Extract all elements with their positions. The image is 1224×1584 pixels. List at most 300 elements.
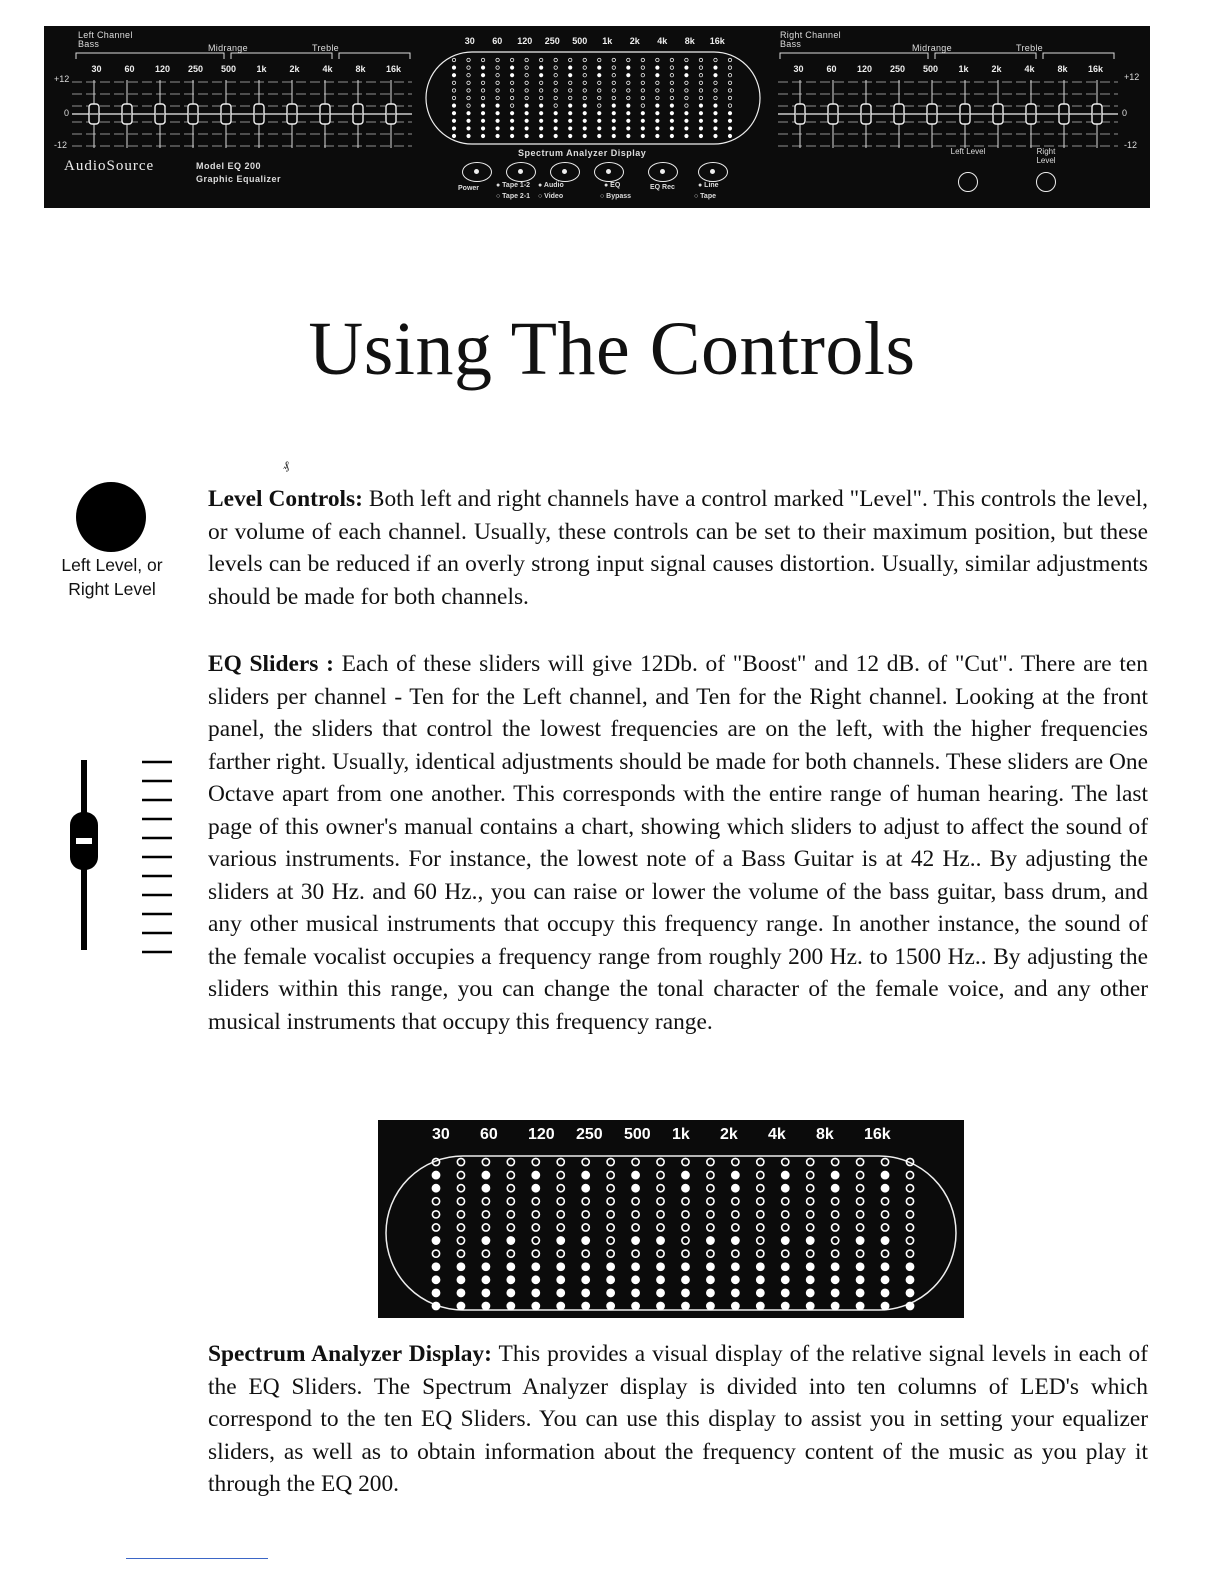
figure-led [757,1224,764,1231]
figure-led [807,1211,814,1218]
figure-led [832,1185,839,1192]
panel-led [569,58,572,61]
figure-led [557,1302,564,1309]
panel-led [510,96,513,99]
panel-led [656,112,659,115]
right-freq-1k: 1k [958,64,969,74]
panel-led [554,74,557,77]
panel-led [656,66,659,69]
panel-led [496,127,499,130]
left-freq-16k: 16k [385,64,402,74]
figure-led [782,1185,789,1192]
figure-led [857,1185,864,1192]
figure-led [832,1211,839,1218]
panel-led [467,66,470,69]
figure-led [657,1276,664,1283]
tape-monitor-button[interactable] [506,162,536,182]
left-channel-title: Left Channel [78,30,133,40]
panel-led [554,119,557,122]
level-controls-heading: Level Controls: [208,486,363,512]
center-freq-1k: 1k [602,36,613,46]
panel-led [467,96,470,99]
figure-led [757,1302,764,1309]
figure-led [881,1224,888,1231]
figure-led [906,1263,913,1270]
panel-led [670,112,673,115]
panel-led [496,81,499,84]
figure-led [532,1263,539,1270]
panel-led [612,96,615,99]
panel-led [641,134,644,137]
figure-led [582,1198,589,1205]
figure-led [782,1302,789,1309]
figure-led [707,1237,714,1244]
figure-led [906,1171,913,1178]
center-freq-250: 250 [544,36,560,46]
panel-led [481,81,484,84]
figure-led [757,1158,764,1165]
figure-led [657,1224,664,1231]
figure-led [782,1158,789,1165]
panel-led [641,119,644,122]
panel-led [699,96,702,99]
figure-led [732,1237,739,1244]
panel-led [670,58,673,61]
panel-led [714,66,717,69]
power-button[interactable] [462,162,492,182]
panel-led [569,119,572,122]
figure-led [807,1185,814,1192]
panel-led [627,58,630,61]
figure-led [582,1171,589,1178]
panel-led [670,96,673,99]
figure-led [881,1263,888,1270]
figure-led [782,1211,789,1218]
figure-led [557,1237,564,1244]
right-db-zero: 0 [1122,108,1128,118]
figure-led [757,1185,764,1192]
panel-led [481,112,484,115]
figure-led [857,1263,864,1270]
right-freq-2k: 2k [991,64,1002,74]
figure-led [432,1211,439,1218]
figure-led [432,1250,439,1257]
panel-led [685,127,688,130]
figure-led [482,1276,489,1283]
figure-led [682,1289,689,1296]
right-db-minus: -12 [1124,140,1138,150]
left-bass-label: Bass [78,39,100,49]
figure-led [482,1237,489,1244]
panel-led [539,134,542,137]
panel-led [569,112,572,115]
figure-led [557,1276,564,1283]
panel-led [598,89,601,92]
knob-caption-line-2: Right Level [68,579,156,599]
figure-led [657,1211,664,1218]
panel-led [612,104,615,107]
figure-led [881,1185,888,1192]
panel-led [539,58,542,61]
panel-led [583,58,586,61]
figure-led [906,1211,913,1218]
panel-led [641,89,644,92]
figure-led [707,1158,714,1165]
panel-led [728,134,731,137]
panel-led [670,81,673,84]
panel-led [612,81,615,84]
panel-led [714,112,717,115]
model-line-2: Graphic Equalizer [196,174,282,184]
panel-led [699,66,702,69]
panel-led [525,127,528,130]
panel-display-outline [426,52,760,144]
figure-led [482,1263,489,1270]
figure-led [857,1158,864,1165]
figure-led [682,1198,689,1205]
figure-led [707,1198,714,1205]
panel-led [627,112,630,115]
power-label: Power [458,185,480,192]
left-midrange-label: Midrange [208,43,248,53]
panel-led [569,127,572,130]
panel-led [554,58,557,61]
figure-led [832,1171,839,1178]
eq-bypass-button[interactable] [594,162,624,182]
figure-led [832,1263,839,1270]
panel-led [656,74,659,77]
right-level-knob[interactable] [1036,172,1056,192]
panel-led [496,58,499,61]
left-freq-30: 30 [91,64,102,74]
figure-led [707,1185,714,1192]
figure-led [582,1263,589,1270]
panel-led [583,134,586,137]
figure-led [782,1250,789,1257]
left-freq-120: 120 [154,64,171,74]
figure-led [507,1198,514,1205]
panel-led [539,119,542,122]
panel-led [525,96,528,99]
left-level-label: Left Level [950,147,986,156]
slider-cap-mark [76,838,92,844]
figure-led [732,1171,739,1178]
panel-led [656,119,659,122]
figure-led [507,1224,514,1231]
panel-led [481,104,484,107]
brand-logo: AudioSource [64,158,155,174]
panel-led [728,66,731,69]
figure-led [682,1302,689,1309]
figure-led [906,1198,913,1205]
figure-led [532,1302,539,1309]
panel-led [612,74,615,77]
figure-led [632,1302,639,1309]
panel-led [452,58,455,61]
figure-led [607,1211,614,1218]
figure-led [457,1276,464,1283]
panel-led [670,74,673,77]
panel-led [612,89,615,92]
figure-led [857,1289,864,1296]
left-freq-250: 250 [187,64,204,74]
figure-led [906,1250,913,1257]
bypass-label: ○ Bypass [600,193,632,200]
panel-led [525,89,528,92]
panel-spectrum-analyzer [424,50,762,146]
figure-led [906,1185,913,1192]
panel-led [452,74,455,77]
figure-led [457,1302,464,1309]
figure-led [906,1224,913,1231]
panel-led [598,134,601,137]
sa-freq-2k: 2k [720,1126,738,1143]
figure-led [632,1289,639,1296]
figure-led [532,1158,539,1165]
figure-led [682,1263,689,1270]
figure-led [532,1289,539,1296]
figure-led [707,1224,714,1231]
figure-led [707,1211,714,1218]
figure-led [457,1263,464,1270]
panel-led [685,89,688,92]
panel-led [598,66,601,69]
panel-led [554,134,557,137]
figure-led [457,1158,464,1165]
panel-led [728,119,731,122]
panel-led [569,74,572,77]
panel-led [598,112,601,115]
right-freq-30: 30 [793,64,804,74]
figure-led [457,1250,464,1257]
panel-led [452,96,455,99]
figure-led [582,1185,589,1192]
figure-led [807,1302,814,1309]
panel-led [641,81,644,84]
panel-led [598,58,601,61]
figure-led [732,1263,739,1270]
center-frequency-labels [456,36,731,46]
panel-led [452,66,455,69]
figure-led [857,1224,864,1231]
figure-led [857,1237,864,1244]
figure-led [832,1198,839,1205]
figure-led [881,1198,888,1205]
figure-led [732,1250,739,1257]
figure-led [782,1198,789,1205]
left-freq-500: 500 [220,64,237,74]
figure-display-outline [386,1156,956,1310]
panel-led [627,127,630,130]
figure-led [682,1237,689,1244]
panel-led [554,81,557,84]
panel-led [510,112,513,115]
figure-led [807,1158,814,1165]
figure-led [532,1224,539,1231]
panel-led [699,104,702,107]
left-freq-4k: 4k [322,64,333,74]
page-title: Using The Controls [308,307,916,391]
figure-led [757,1263,764,1270]
panel-led [583,96,586,99]
figure-led [582,1289,589,1296]
panel-led [699,127,702,130]
line-tape-button[interactable] [698,162,728,182]
figure-led [532,1171,539,1178]
figure-led [582,1250,589,1257]
panel-led [598,81,601,84]
figure-led [807,1263,814,1270]
eq-rec-button[interactable] [648,162,678,182]
panel-led [728,96,731,99]
figure-led [532,1250,539,1257]
panel-led [670,127,673,130]
eq-label: ● EQ [604,182,621,189]
figure-led [832,1224,839,1231]
panel-led [467,58,470,61]
sa-freq-250: 250 [576,1126,603,1143]
panel-led [510,74,513,77]
panel-led [641,112,644,115]
level-knob-icon [76,482,146,552]
figure-led [557,1250,564,1257]
level-controls-paragraph [208,483,1148,613]
figure-led [457,1211,464,1218]
figure-led [557,1171,564,1178]
left-db-plus: +12 [54,74,70,84]
center-freq-60: 60 [492,36,503,46]
figure-led [607,1302,614,1309]
source-button[interactable] [550,162,580,182]
figure-led [657,1158,664,1165]
figure-led [757,1198,764,1205]
panel-led [525,58,528,61]
right-freq-8k: 8k [1057,64,1068,74]
panel-led [699,89,702,92]
figure-led [607,1289,614,1296]
figure-led [507,1289,514,1296]
figure-led [732,1185,739,1192]
figure-led [482,1250,489,1257]
center-freq-30: 30 [464,36,475,46]
figure-led [607,1237,614,1244]
panel-led [496,96,499,99]
figure-led [457,1224,464,1231]
figure-led [757,1276,764,1283]
figure-led [582,1211,589,1218]
figure-led [832,1302,839,1309]
right-level-label: Right Level [1036,147,1056,165]
panel-led [481,58,484,61]
panel-led [627,134,630,137]
figure-led [807,1250,814,1257]
figure-led [432,1185,439,1192]
figure-led [607,1276,614,1283]
center-freq-8k: 8k [684,36,695,46]
panel-led [539,127,542,130]
eq-sliders-paragraph [208,648,1148,1038]
panel-led [699,119,702,122]
panel-led [569,96,572,99]
panel-led [656,58,659,61]
panel-led [685,74,688,77]
figure-led [832,1276,839,1283]
figure-led [857,1250,864,1257]
video-label: ○ Video [538,193,564,200]
right-slider-bank[interactable] [778,78,1118,150]
level-knob-caption [44,553,180,601]
figure-led [807,1276,814,1283]
figure-led [607,1198,614,1205]
figure-led [782,1263,789,1270]
eq-sliders-heading: EQ Sliders : [208,651,334,677]
panel-led [525,81,528,84]
panel-led [467,119,470,122]
figure-led [732,1158,739,1165]
figure-led [832,1158,839,1165]
panel-led [641,127,644,130]
panel-led [656,81,659,84]
figure-led [732,1198,739,1205]
panel-led [612,127,615,130]
panel-led [510,127,513,130]
left-level-knob[interactable] [958,172,978,192]
figure-led [432,1302,439,1309]
figure-led [881,1211,888,1218]
panel-led [699,81,702,84]
figure-led [632,1276,639,1283]
figure-led [582,1224,589,1231]
panel-led [670,66,673,69]
figure-led [832,1289,839,1296]
panel-led [481,66,484,69]
right-db-plus: +12 [1124,72,1140,82]
figure-led [707,1171,714,1178]
right-freq-120: 120 [856,64,873,74]
spectrum-led-grid [378,1148,964,1318]
eq-slider-icon [56,760,186,960]
figure-led [432,1224,439,1231]
panel-led [685,112,688,115]
panel-led [685,119,688,122]
panel-led [685,104,688,107]
right-midrange-label: Midrange [912,43,952,53]
figure-led [707,1276,714,1283]
figure-led [632,1158,639,1165]
figure-led [507,1276,514,1283]
figure-led [607,1263,614,1270]
panel-led [510,81,513,84]
center-freq-500: 500 [572,36,588,46]
figure-led [657,1198,664,1205]
panel-led [670,119,673,122]
panel-led [714,58,717,61]
eq-sliders-text: Each of these sliders will give 12Db. of "Boost" and 12 dB. of "Cut". There are ten sliders per channel - Ten for the Left channel, and Ten for the Right channel. Looking at the front panel, the sliders that control the lowest frequencies are on the left, with the higher frequencies farther right. Usually, identical adjustments should be made for both channels. These sliders are One Octave apart from one another. This corresponds with the entire range of human hearing. The last page of this owner's manual contains a chart, showing which sliders to adjust to affect the sound of various instruments. For instance, the lowest note of a Bass Guitar is at 42 Hz.. By adjusting the sliders at 30 Hz. and 60 Hz., you can raise or lower the volume of the bass guitar, bass drum, and any other musical instruments that occupy this frequency range. In another instance, the sound of the female vocalist occupies a frequency range from roughly 200 Hz. to 1500 Hz.. By adjusting the sliders within this range, you can change the tonal character of the female voice, and any other musical instruments that occupy this frequency range. [208,651,1148,1035]
panel-led [496,66,499,69]
panel-led [539,96,542,99]
panel-led [627,66,630,69]
panel-led [569,81,572,84]
left-slider-bank[interactable] [72,78,412,150]
panel-led [641,104,644,107]
panel-led [467,74,470,77]
figure-led [507,1185,514,1192]
panel-led [612,58,615,61]
sa-freq-500: 500 [624,1126,651,1143]
figure-led [782,1171,789,1178]
center-freq-2k: 2k [629,36,640,46]
panel-led [714,89,717,92]
